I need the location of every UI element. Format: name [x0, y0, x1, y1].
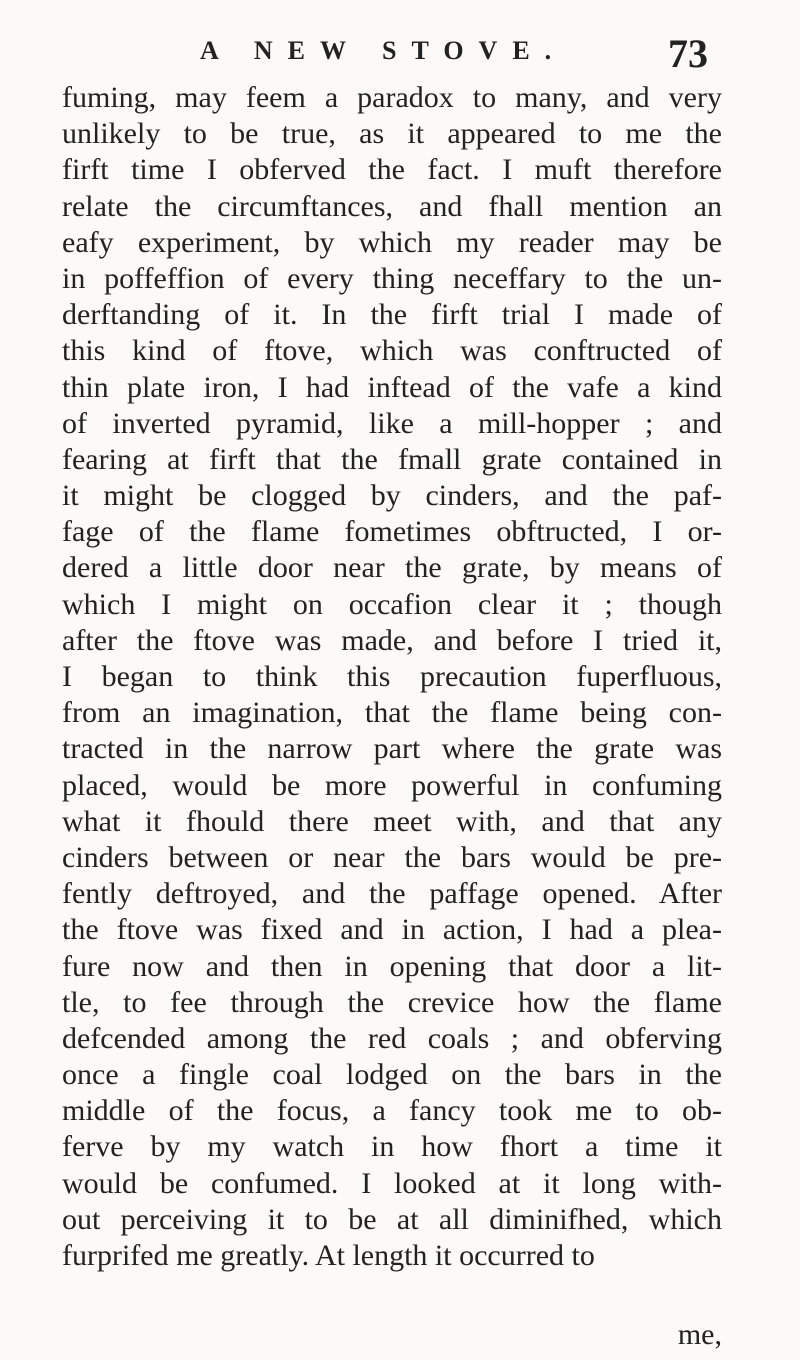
text-line: fuming, may feem a paradox to many, and very — [62, 81, 722, 114]
text-line: defcended among the red coals ; and obferving — [62, 1021, 722, 1055]
text-line: firft time I obferved the fact. I muft therefore — [62, 153, 722, 187]
text-line: dered a little door near the grate, by means of — [62, 551, 722, 585]
text-line: it might be clogged by cinders, and the paf- — [62, 479, 722, 513]
text-line: ferve by my watch in how fhort a time it — [62, 1130, 722, 1164]
text-line: derftanding of it. In the firft trial I made of — [62, 298, 722, 332]
text-line: in poffeffion of every thing neceffary to the un- — [62, 261, 722, 295]
text-line: the ftove was fixed and in action, I had a plea- — [62, 913, 722, 947]
text-line: tracted in the narrow part where the grate was — [62, 732, 722, 766]
catchword: me, — [677, 1318, 722, 1351]
text-line: once a fingle coal lodged on the bars in the — [62, 1058, 722, 1092]
text-line: placed, would be more powerful in confuming — [62, 768, 722, 802]
text-line: unlikely to be true, as it appeared to me the — [62, 117, 722, 151]
text-line: this kind of ftove, which was conftructed of — [62, 334, 722, 368]
text-line: I began to think this precaution fuperfluous, — [62, 660, 722, 693]
text-line: out perceiving it to be at all diminifhed, which — [62, 1202, 722, 1236]
text-line: what it fhould there meet with, and that any — [62, 804, 722, 838]
text-line: relate the circumftances, and fhall mention an — [62, 189, 722, 223]
text-line: middle of the focus, a fancy took me to ob- — [62, 1094, 722, 1128]
text-line: thin plate iron, I had inftead of the vafe a kind — [62, 370, 722, 404]
text-line: from an imagination, that the flame being con- — [62, 696, 722, 730]
text-line: after the ftove was made, and before I tried it, — [62, 623, 722, 657]
text-line: furprifed me greatly. At length it occurred to — [62, 1239, 595, 1272]
text-line: fearing at firft that the fmall grate contained in — [62, 442, 722, 476]
text-line: fage of the flame fometimes obftructed, I or- — [62, 515, 722, 549]
text-line: eafy experiment, by which my reader may be — [62, 225, 722, 259]
text-line: which I might on occafion clear it ; though — [62, 587, 722, 621]
text-line: fure now and then in opening that door a lit- — [62, 949, 722, 983]
page-number: 73 — [668, 31, 708, 76]
text-line: fently deftroyed, and the paffage opened. After — [62, 877, 722, 911]
text-line: cinders between or near the bars would be pre- — [62, 840, 722, 874]
running-title: A NEW STOVE. — [200, 36, 567, 65]
text-line: would be confumed. I looked at it long with- — [62, 1166, 722, 1200]
text-line: tle, to fee through the crevice how the flame — [62, 985, 722, 1019]
text-line: of inverted pyramid, like a mill-hopper ; and — [62, 406, 722, 440]
body-text — [62, 80, 722, 1274]
